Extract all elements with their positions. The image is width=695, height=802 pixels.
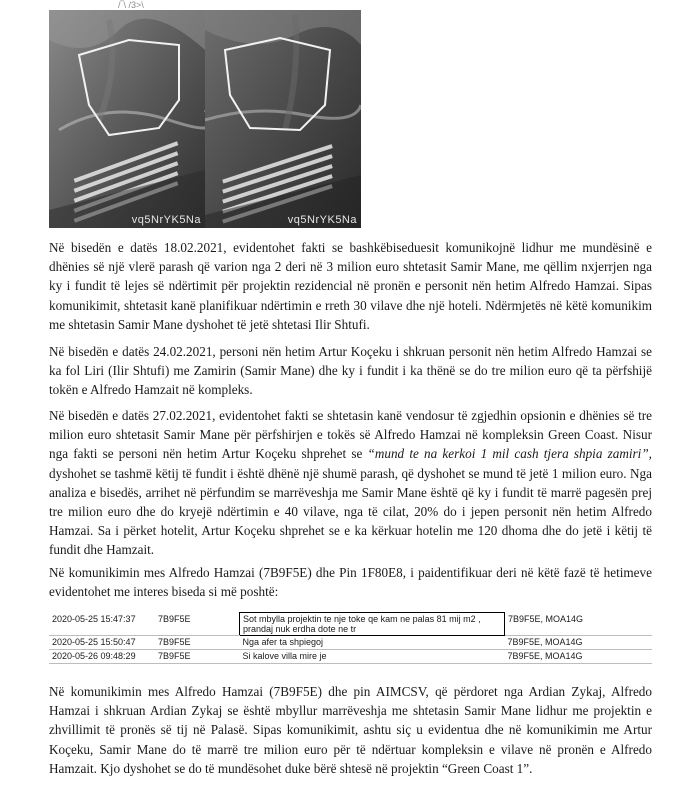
chat-text: Sot mbylla projektin te nje toke qe kam ne palas 81 mij m2 , prandaj nuk erdha dote ne tr bbox=[240, 613, 505, 636]
chat-time: 2020-05-25 15:47:37 bbox=[49, 613, 155, 636]
chat-to: 7B9F5E, MOA14G bbox=[505, 650, 653, 664]
image-watermark: vq5NrYK5Na bbox=[287, 214, 357, 226]
paragraph-3-text-b: dyshohet se tashmë këtij të fundit i është dhënë një shumë parash, që dyshohet se mund të jetë 1 milion euro. Nga analiza e bisedës, arrihet në përfundim se marrëveshja me Samir Mane është që ky i fundit të marrë pagesën prej tre milion euro dhe do kryejë ndërtimin e 40 vilave, nga të cilat, 20% do i jepen personit nën hetim Alfredo Hamzai. Sa i përket hotelit, Artur Koçeku shprehet se e ka kërkuar hotelin me 120 dhoma dhe do jetë i këtij të fundit dhe Hamzait. bbox=[49, 465, 652, 558]
chat-to: 7B9F5E, MOA14G bbox=[505, 636, 653, 650]
paragraph-2: Në bisedën e datës 24.02.2021, personi nën hetim Artur Koçeku i shkruan personit nën hetim Alfredo Hamzai se ka fol Liri (Ilir Shtufi) me Zamirin (Samir Mane) dhe ky i fundit i ka thënë se do tre milion euro që ta përfshijë tokën e Alfredo Hamzait në kompleks. bbox=[49, 344, 652, 398]
chat-table bbox=[49, 612, 652, 664]
image-watermark: vq5NrYK5Na bbox=[131, 214, 201, 226]
chat-time: 2020-05-25 15:50:47 bbox=[49, 636, 155, 650]
satellite-photo-left bbox=[49, 10, 205, 228]
chat-from: 7B9F5E bbox=[155, 636, 240, 650]
chat-time: 2020-05-26 09:48:29 bbox=[49, 650, 155, 664]
chat-from: 7B9F5E bbox=[155, 650, 240, 664]
paragraph-3 bbox=[49, 406, 652, 560]
table-row bbox=[49, 650, 652, 664]
satellite-photos bbox=[49, 10, 361, 228]
paragraph-4: Në komunikimin mes Alfredo Hamzai (7B9F5E) dhe Pin 1F80E8, i paidentifikuar deri në këtë fazë të hetimeve evidentohet me interes biseda si më poshtë: bbox=[49, 565, 652, 600]
table-row bbox=[49, 613, 652, 636]
paragraph-5: Në komunikimin mes Alfredo Hamzai (7B9F5E) dhe pin AIMCSV, që përdoret nga Ardian Zykaj, Alfredo Hamzai i shkruan Ardian Zykaj se është mbyllur marrëveshja me shtetasin Samir Mane lidhur me projektin e zhvillimit të pronës së tij në Palasë. Sipas komunikimit, ashtu siç u evidentua dhe në komunikimin me Artur Koçeku, Samir Mane do të marrë tre milion euro për të ndërtuar kompleksin e vilave në pronën e Alfredo Hamzait. Kjo dyshohet se do të mundësohet duke bërë shtesë në projektin “Green Coast 1”. bbox=[49, 684, 652, 776]
paragraph-3-quote: “mund te na kerkoi 1 mil cash tjera shpia zamiri”, bbox=[367, 446, 652, 462]
satellite-photo-right bbox=[205, 10, 361, 228]
chat-text: Nga afer ta shpiegoj bbox=[240, 636, 505, 650]
chat-from: 7B9F5E bbox=[155, 613, 240, 636]
paragraph-3-text-a: Në bisedën e datës 27.02.2021, evidentohet fakti se shtetasin kanë vendosur të zgjedhin opsionin e dhënies së tre milion euro shtetasit Samir Mane për përfshirjen e tokës së Alfredo Hamzai në kompleksin Green Coast. Nisur nga fakti se personi nën hetim Artur Koçeku shprehet se bbox=[49, 408, 652, 462]
chat-text: Si kalove villa mire je bbox=[240, 650, 505, 664]
top-handwritten-mark: /‾\ /3>\ bbox=[118, 0, 144, 10]
table-row bbox=[49, 636, 652, 650]
chat-to: 7B9F5E, MOA14G bbox=[505, 613, 653, 636]
paragraph-1: Në bisedën e datës 18.02.2021, evidentohet fakti se bashkëbiseduesit komunikojnë lidhur me mundësinë e dhënies së një vlerë parash që varion nga 2 deri në 3 milion euro shtetasit Samir Mane, me qëllim nxjerrjen nga ky i fundit të lejes së ndërtimit për projektin rezidencial në pronën e personit nën hetim Alfredo Hamzai. Sipas komunikimit, shtetasit kanë planifikuar ndërtimin e rreth 30 vilave dhe një hoteli. Ndërmjetës në këtë komunikim me shtetasin Samir Mane dyshohet të jetë shtetasi Ilir Shtufi. bbox=[49, 240, 652, 332]
